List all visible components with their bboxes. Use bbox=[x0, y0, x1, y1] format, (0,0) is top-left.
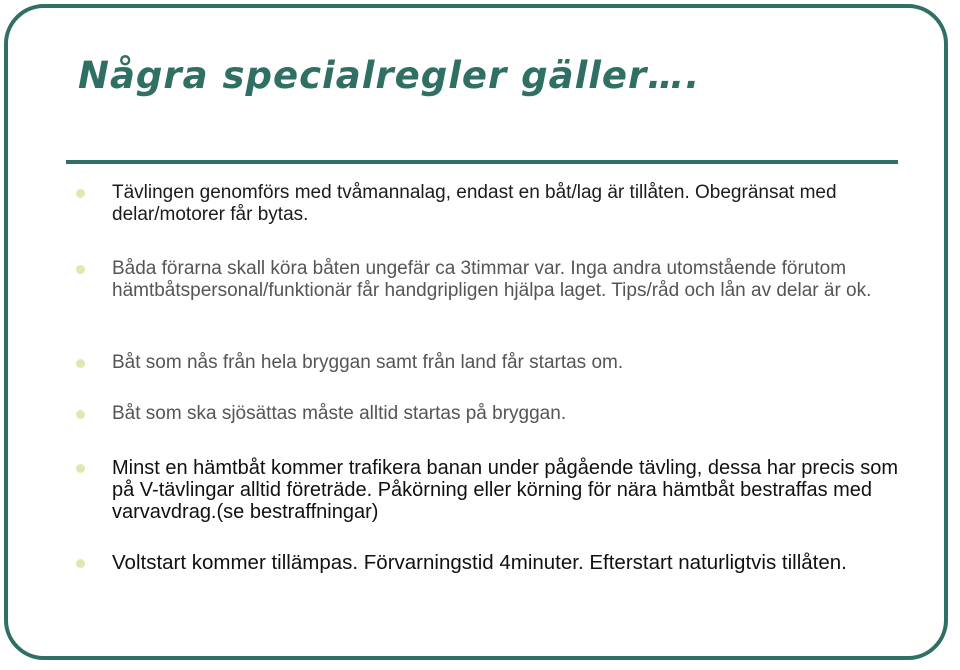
bullet-text: Minst en hämtbåt kommer trafikera banan under pågående tävling, dessa har precis som på V-tävlingar alltid företräde. Påkörning eller körning för nära hämtbåt bestraffas med varvavdrag.(se bestraffningar) bbox=[112, 457, 898, 523]
bullet-dot-icon bbox=[76, 265, 85, 274]
bullet-dot-icon bbox=[76, 410, 85, 419]
bullet-item bbox=[112, 552, 922, 574]
bullet-item bbox=[112, 403, 922, 425]
slide-title: Några specialregler gäller…. bbox=[78, 54, 701, 97]
bullet-item bbox=[112, 352, 922, 374]
bullet-text: Tävlingen genomförs med tvåmannalag, endast en båt/lag är tillåten. Obegränsat med delar/motorer får bytas. bbox=[112, 182, 837, 225]
bullet-text: Båda förarna skall köra båten ungefär ca 3timmar var. Inga andra utomstående förutom hämtbåtspersonal/funktionär får handgripligen hjälpa laget. Tips/råd och lån av delar är ok. bbox=[112, 258, 872, 301]
bullet-text: Båt som nås från hela bryggan samt från land får startas om. bbox=[112, 352, 624, 373]
bullet-dot-icon bbox=[76, 464, 85, 473]
bullet-item bbox=[112, 258, 922, 302]
bullet-dot-icon bbox=[76, 359, 85, 368]
bullet-item bbox=[112, 457, 922, 523]
title-divider bbox=[66, 160, 898, 164]
bullet-dot-icon bbox=[76, 559, 85, 568]
bullet-text: Voltstart kommer tillämpas. Förvarningstid 4minuter. Efterstart naturligtvis tillåten. bbox=[112, 551, 847, 574]
bullet-dot-icon bbox=[76, 189, 85, 198]
bullet-item bbox=[112, 182, 922, 226]
bullet-text: Båt som ska sjösättas måste alltid startas på bryggan. bbox=[112, 403, 567, 424]
